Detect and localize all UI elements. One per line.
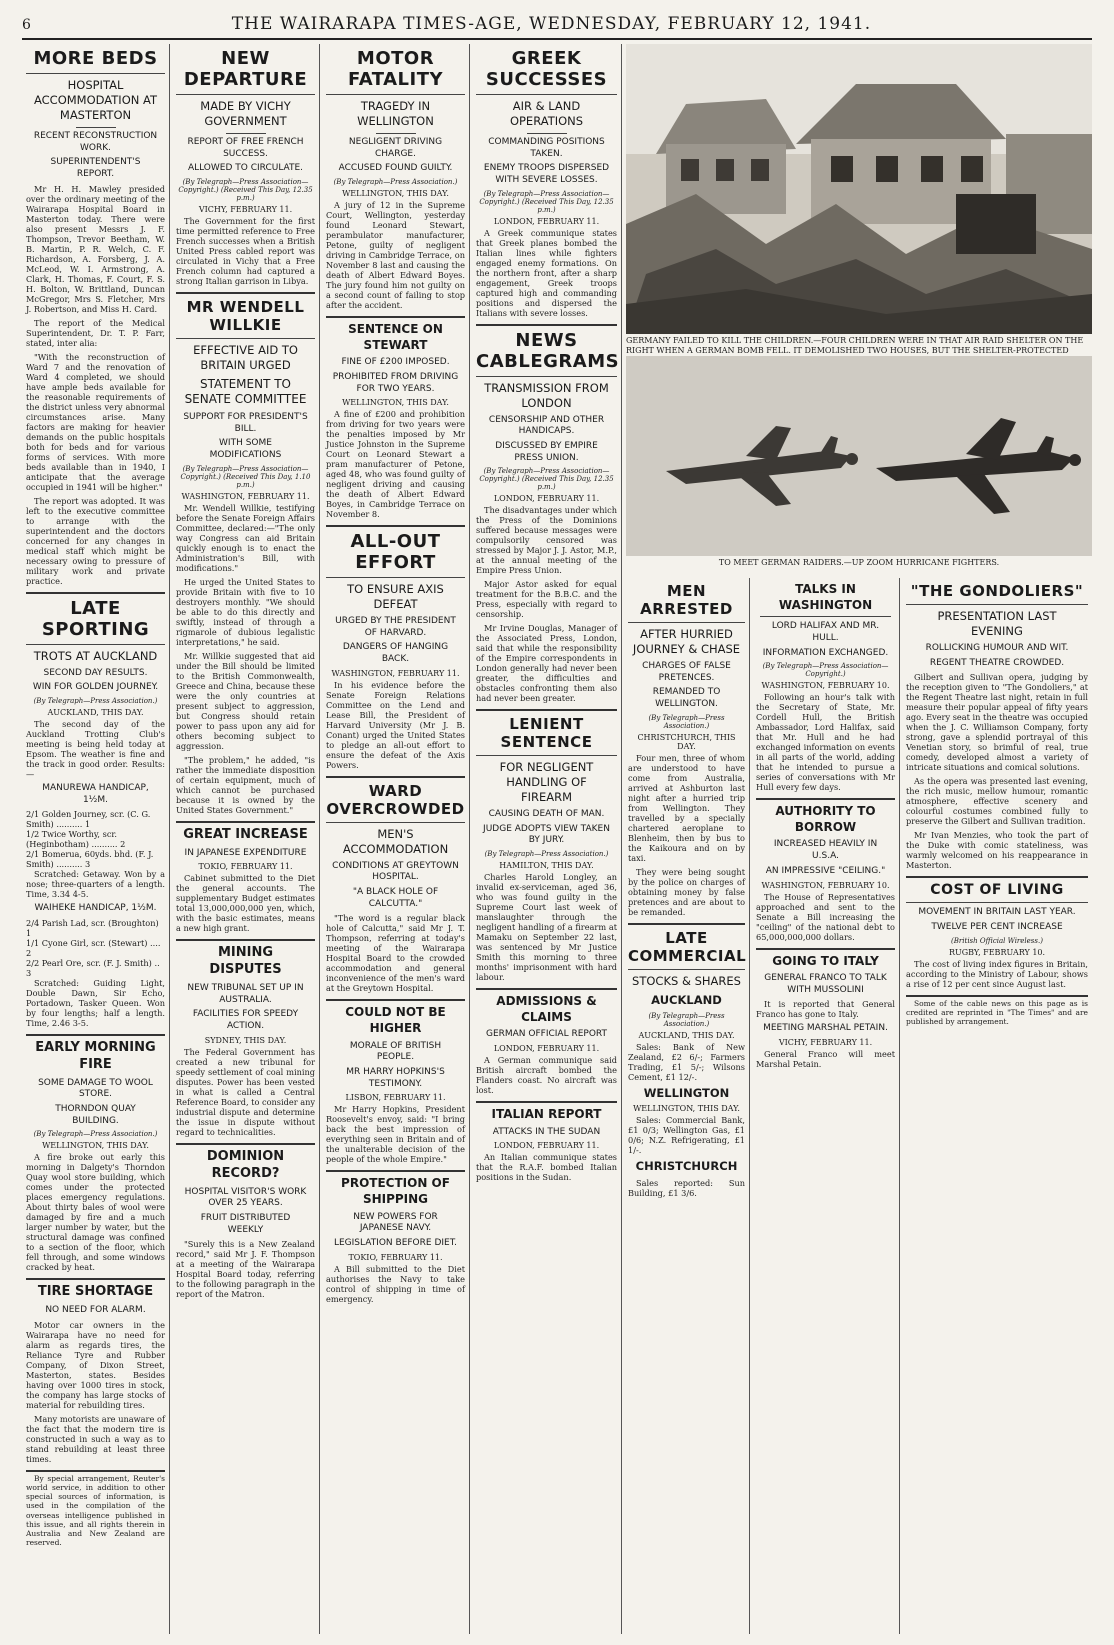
subhead-tragedy: TRAGEDY IN WELLINGTON [357, 99, 434, 128]
article-paragraph: A Bill submitted to the Diet authorises the Navy to take control of shipping in time of emergency. [326, 1263, 465, 1304]
column-2 [172, 44, 320, 1634]
subhead-vichy: MADE BY VICHY GOVERNMENT [200, 99, 291, 128]
credit-line: (By Telegraph—Press Association—Copyright.) (Received This Day, 12.35 p.m.) [178, 177, 313, 202]
subhead-greytown: CONDITIONS AT GREYTOWN HOSPITAL. [332, 860, 459, 883]
article-paragraph: As the opera was presented last evening, the rich music, mellow humour, romantic atmosphere, effective scenery and colourful costumes combined fully to preserve the Gilbert and Sullivan tradition. [906, 776, 1088, 827]
dateline: LONDON, FEBRUARY 11. [493, 216, 600, 226]
race-note: Scratched: Getaway. Won by a nose; three-quarters of a length. Time, 3.34 4-5. [26, 869, 165, 900]
article-paragraph: Mr Harry Hopkins, President Roosevelt's envoy, said: "I bring back the best impression of everything seen in Britain and of the unalterable decision of the people of the whole Empire." [326, 1104, 465, 1165]
page-number: 6 [22, 17, 31, 33]
headline-all-out: ALL-OUT EFFORT [326, 529, 465, 578]
column-3 [322, 44, 470, 1634]
article-paragraph: The cost of living index figures in Britain, according to the Ministry of Labour, shows a rise of 12 per cent since August last. [906, 958, 1088, 989]
subhead-harvard: URGED BY THE PRESIDENT OF HARVARD. [335, 616, 456, 638]
headline-gondoliers: "THE GONDOLIERS" [906, 580, 1088, 605]
dateline: WASHINGTON, FEBRUARY 11. [181, 491, 310, 501]
dateline: TOKIO, FEBRUARY 11. [348, 1252, 443, 1262]
article-paragraph: The House of Representatives approached and sent to the Senate a Bill increasing the "ceiling" of the national debt to 65,000,000,000 dollars. [756, 891, 895, 942]
dateline: WELLINGTON, THIS DAY. [342, 188, 449, 198]
subhead-win: WIN FOR GOLDEN JOURNEY. [32, 682, 159, 693]
subhead-circulate: ALLOWED TO CIRCULATE. [187, 163, 304, 174]
headline-talks: TALKS IN WASHINGTON [760, 582, 891, 617]
subhead-support: SUPPORT FOR PRESIDENT'S BILL. [183, 412, 308, 434]
headline-italian: ITALIAN REPORT [491, 1107, 602, 1121]
subhead-hospital: HOSPITAL ACCOMMODATION AT MASTERTON [33, 78, 158, 122]
subhead-fine: FINE OF £200 IMPOSED. [341, 357, 450, 368]
credit-line: (By Telegraph—Press Association.) [33, 1130, 158, 1139]
dateline: TOKIO, FEBRUARY 11. [198, 862, 293, 872]
article-paragraph: A fire broke out early this morning in Dalgety's Thorndon Quay wool store building, which comes under the protected places emergency regulations. About thirty bales of wool were damaged by fire and a much larger number by water, but the structural damage was confined to a section of the floor, which fell through, and some windows cracked by heat. [26, 1152, 165, 1273]
subhead-jury: JUDGE ADOPTS VIEW TAKEN BY JURY. [483, 823, 610, 846]
race-result: 2/1 Bomerua, 60yds. bhd. (F. J. Smith) .......... 3 [26, 849, 154, 870]
dateline: AUCKLAND, THIS DAY. [638, 1030, 735, 1040]
article-paragraph: Mr. Wendell Willkie, testifying before the Senate Foreign Affairs Committee, declared:—"The only way Congress can aid Britain quickly enough is to enact the Administration's Bill, with modifications." [176, 502, 315, 573]
headline-willkie: MR WENDELL WILLKIE [176, 296, 315, 339]
article-paragraph: A German communique said British aircraft bombed the Flanders coast. No aircraft was lost. [476, 1055, 617, 1095]
subhead-prohibited: PROHIBITED FROM DRIVING FOR TWO YEARS. [332, 371, 459, 394]
headline-dominion: DOMINION RECORD? [206, 1148, 285, 1181]
subhead-axis: TO ENSURE AXIS DEFEAT [347, 582, 444, 612]
dateline: SYDNEY, THIS DAY. [204, 1035, 287, 1045]
subhead-dangers: DANGERS OF HANGING BACK. [342, 642, 449, 665]
subhead-japanese: IN JAPANESE EXPENDITURE [184, 847, 307, 858]
subhead-diet: LEGISLATION BEFORE DIET. [333, 1237, 458, 1248]
credit-line: (By Telegraph—Press Association—Copyright.) [762, 662, 889, 679]
newspaper-title: THE WAIRARAPA TIMES-AGE, WEDNESDAY, FEBRUARY 12, 1941. [231, 14, 872, 34]
copyright-note: By special arrangement, Reuter's world service, in addition to other special sources of information, is used in the compilation of the overseas intelligence published in this issue, and all rights therein in Australia and New Zealand are reserved. [26, 1474, 165, 1548]
subhead-transmission: TRANSMISSION FROM LONDON [484, 380, 609, 410]
column-6 [752, 578, 900, 1634]
headline-men-arrested: MEN ARRESTED [628, 580, 745, 623]
article-paragraph: Motor car owners in the Wairarapa have no need for alarm as regards tires, the Reliance Tyre and Rubber Company, of Dixon Street, Masterton, states. Besides having over 1000 tires in stock, the company has large stocks of material for rebuilding tires. [26, 1320, 165, 1411]
credit-line: (By Telegraph—Press Association.) [648, 1011, 725, 1028]
headline-great-increase: GREAT INCREASE [183, 826, 308, 842]
race-result: 2/1 Golden Journey, scr. (C. G. Smith) .......... 1 [26, 809, 151, 830]
dateline: LONDON, FEBRUARY 11. [493, 494, 600, 504]
article-paragraph: "Surely this is a New Zealand record," said Mr J. F. Thompson at a meeting of the Wairarapa Hospital Board today, referring to the following paragraph in the report of the Matron. [176, 1239, 315, 1300]
article-paragraph: "The word is a regular black hole of Calcutta," said Mr J. T. Thompson, referring at today's meeting of the Wairarapa Hospital Board to the crowded accommodation and general inconvenience of the men's ward at the Greytown Hospital. [326, 913, 465, 994]
article-paragraph: Mr H. H. Mawley presided over the ordinary meeting of the Wairarapa Hospital Board in Masterton today. There were also present Messrs J. F. Thompson, Trevor Beetham, W. B. Martin, P. R. Welch, C. F. Richardson, A. Forsberg, J. A. McLeod, W. I. Armstrong, A. Clark, H. Thomas, F. Court, F. S. H. Bolton, W. Brittland, Duncan McGregor, Mrs S. Fletcher, Mrs J. Robertson, and Miss H. Card. [26, 183, 165, 314]
article-paragraph: "The problem," he added, "is rather the immediate disposition of certain equipment, much of which cannot be purchased because it is owned by the United States Government." [176, 754, 315, 815]
dateline: WASHINGTON, FEBRUARY 11. [331, 668, 460, 678]
subhead-movement: MOVEMENT IN BRITAIN LAST YEAR. [918, 907, 1076, 918]
article-paragraph: Charles Harold Longley, an invalid ex-serviceman, aged 36, who was found guilty in the Supreme Court last week of manslaughter through the negligent handling of a firearm at Mamaku on September 22 last, was sentenced by Mr Justice Smith this morning to three months' imprisonment with hard labour. [476, 872, 617, 983]
article-paragraph: The second day of the Auckland Trotting Club's meeting is being held today at Epsom. The weather is fine and the track in good order. Results:— [26, 718, 165, 779]
subhead-information: INFORMATION EXCHANGED. [762, 647, 889, 658]
headline-ward: WARD OVERCROWDED [326, 780, 465, 823]
headline-italy: GOING TO ITALY [772, 953, 879, 968]
subhead-free-french: REPORT OF FREE FRENCH SUCCESS. [187, 136, 304, 159]
headline-tire-shortage: TIRE SHORTAGE [37, 1284, 154, 1300]
headline-more-beds: MORE BEDS [26, 46, 165, 74]
subhead-mens: MEN'S ACCOMMODATION [342, 826, 449, 856]
article-paragraph: A fine of £200 and prohibition from driving for two years were the penalties imposed by Mr Justice Johnston in the Supreme Court on Leonard Stewart a pram manufacturer of Petone, aged 48, who was found guilty of negligent driving and causing the death of Albert Edward Boyes, in Cambridge Terrace on November 8. [326, 409, 465, 520]
subhead-guilty: ACCUSED FOUND GUILTY. [338, 163, 453, 174]
subhead-wool-store: SOME DAMAGE TO WOOL STORE. [38, 1077, 153, 1100]
subhead-presentation: PRESENTATION LAST EVENING [937, 609, 1057, 638]
article-paragraph: The Federal Government has created a new tribunal for speedy settlement of coal mining disputes. Power has been vested in what is called a Central Reference Board, to consider any industrial dispute and determine the issue in dispute without regard to technicalities. [176, 1046, 315, 1137]
dateline: WELLINGTON, THIS DAY. [42, 1141, 149, 1151]
subhead-positions: COMMANDING POSITIONS TAKEN. [488, 136, 605, 159]
subhead-superintendent: SUPERINTENDENT'S REPORT. [50, 157, 141, 179]
headline-higher: COULD NOT BE HIGHER [345, 1005, 446, 1036]
subhead-franco: GENERAL FRANCO TO TALK WITH MUSSOLINI [764, 973, 887, 995]
subhead-rollicking: ROLLICKING HUMOUR AND WIT. [925, 642, 1069, 653]
subhead-no-alarm: NO NEED FOR ALARM. [45, 1305, 146, 1316]
subhead-visitor: HOSPITAL VISITOR'S WORK OVER 25 YEARS. [184, 1186, 307, 1209]
article-paragraph: Major Astor asked for equal treatment for the B.B.C. and the Press, especially with regard to censorship. [476, 579, 617, 620]
dateline: CHRISTCHURCH, THIS DAY. [637, 732, 736, 751]
column-7 [902, 578, 1092, 1634]
article-paragraph: Mr. Willkie suggested that aid under the Bill should be limited to the British Commonwealth, Greece and China, because these were the only countries at present subject to aggression, but Congress should retain power to pass upon any aid for others becoming subject to aggression. [176, 650, 315, 751]
subhead-results: SECOND DAY RESULTS. [43, 667, 148, 678]
subhead-reconstruction: RECENT RECONSTRUCTION WORK. [33, 130, 158, 153]
dateline: WASHINGTON, FEBRUARY 10. [761, 880, 890, 890]
subhead-regent: REGENT THEATRE CROWDED. [929, 657, 1065, 668]
column-4 [472, 44, 622, 1634]
subhead-death: CAUSING DEATH OF MAN. [488, 809, 605, 820]
credit-line: (British Official Wireless.) [951, 936, 1043, 945]
dateline: LISBON, FEBRUARY 11. [345, 1093, 446, 1103]
article-paragraph: An Italian communique states that the R.A.F. bombed Italian positions in the Sudan. [476, 1152, 617, 1183]
article-paragraph: The report of the Medical Superintendent, Dr. T. P. Farr, stated, inter alia: [26, 317, 165, 348]
race-note: Scratched: Guiding Light, Double Dawn, Sir Echo, Portadown, Tasker Queen. Won by four lengths; half a length. Time, 2.46 3-5. [26, 977, 165, 1028]
subhead-sudan: ATTACKS IN THE SUDAN [492, 1126, 601, 1137]
dateline: RUGBY, FEBRUARY 10. [948, 947, 1046, 957]
article-paragraph: A jury of 12 in the Supreme Court, Wellington, yesterday found Leonard Stewart, perambulator manufacturer, Petone, guilty of negligent driving in Cambridge Terrace, on November 8 last and causing the death of Albert Edward Boyes. The jury found him not guilty on a second count of failing to stop after the accident. [326, 199, 465, 310]
article-paragraph: The disadvantages under which the Press of the Dominions suffered because messages were compulsorily censored was stressed by Major J. J. Astor, M.P., at the annual meeting of the Empire Press Union. [476, 505, 617, 576]
subhead-senate: STATEMENT TO SENATE COMMITTEE [184, 376, 307, 407]
article-paragraph: Following an hour's talk with the Secretary of State, Mr. Cordell Hull, the British Ambassador, Lord Halifax, said that Mr. Hull and he had exchanged information on events in all parts of the world, adding that he intended to pursue a series of conversations with Mr Hull every few days. [756, 692, 895, 793]
race-result: 1/1 Cyone Girl, scr. (Stewart) .... 2 [26, 937, 161, 958]
subhead-german-report: GERMAN OFFICIAL REPORT [485, 1029, 608, 1040]
dateline: WELLINGTON, THIS DAY. [633, 1104, 740, 1114]
article-paragraph: It is reported that General Franco has gone to Italy. [756, 999, 895, 1020]
subhead-increased: INCREASED HEAVILY IN U.S.A. [773, 839, 878, 862]
subhead-censorship: CENSORSHIP AND OTHER HANDICAPS. [488, 414, 605, 437]
photo-bombed-houses [626, 44, 1092, 334]
subhead-hopkins: MR HARRY HOPKINS'S TESTIMONY. [346, 1067, 445, 1089]
headline-late-commercial: LATE COMMERCIAL [628, 927, 745, 970]
article-paragraph: Sales: Bank of New Zealand, £2 6/-; Farmers Trading, £1 5/-; Wilsons Cement, £1 12/-. [628, 1041, 745, 1082]
subhead-aid-britain: EFFECTIVE AID TO BRITAIN URGED [193, 342, 298, 372]
race-result: 2/2 Pearl Ore, scr. (F. J. Smith) .. 3 [26, 957, 160, 978]
article-paragraph: Cabinet submitted to the Diet the general accounts. The supplementary Budget estimates total 13,000,000,000 yen, which, with the basic estimates, means a new high grant. [176, 873, 315, 934]
subhead-wellington: WELLINGTON [643, 1085, 730, 1100]
subhead-halifax: LORD HALIFAX AND MR. HULL. [771, 621, 880, 643]
article-paragraph: A Greek communique states that Greek planes bombed the Italian lines while fighters engaged enemy formations. On the northern front, after a sharp engagement, Greek troops captured high and commanding positions and dispersed the Italians with severe losses. [476, 227, 617, 318]
article-paragraph: He urged the United States to provide Britain with five to 10 destroyers monthly. "We should be able to do this directly and swiftly, instead of through a rigmarole of dubious legalistic interpretations," he said. [176, 576, 315, 647]
subhead-dispersed: ENEMY TROOPS DISPERSED WITH SEVERE LOSSES. [483, 163, 610, 185]
subhead-charge: NEGLIGENT DRIVING CHARGE. [348, 136, 443, 159]
article-paragraph: "With the reconstruction of Ward 7 and the renovation of Ward 4 completed, we should have ample beds available for the reasonable requirements of the district unless very abnormal circumstances arise. Many factors are making for heavier demands on the public hospitals both for beds and for various forms of services. With more beds available than in 1940, I anticipate that the average occupied in 1941 will be higher." [26, 351, 165, 492]
credit-line: (By Telegraph—Press Association—Copyright.) (Received This Day, 12.35 p.m.) [479, 189, 614, 214]
article-paragraph: In his evidence before the Senate Foreign Relations Committee on the Lend and Lease Bill, the President of Harvard University (Mr J. B. Conant) urged the United States to pledge an all-out effort to ensure the defeat of the Axis Powers. [326, 679, 465, 770]
dateline: AUCKLAND, THIS DAY. [47, 707, 144, 717]
subhead-petain: MEETING MARSHAL PETAIN. [763, 1023, 888, 1034]
headline-cost-living: COST OF LIVING [906, 880, 1088, 903]
subhead-false-pretences: CHARGES OF FALSE PRETENCES. [642, 660, 731, 683]
article-paragraph: Mr Ivan Menzies, who took the part of the Duke with comic stateliness, was warmly welcomed on his reappearance in Masterton. [906, 830, 1088, 871]
subhead-empire-press: DISCUSSED BY EMPIRE PRESS UNION. [495, 440, 598, 463]
credit-line: (By Telegraph—Press Association—Copyright.) (Received This Day, 1.10 p.m.) [180, 464, 311, 489]
photo-caption-children: GERMANY FAILED TO KILL THE CHILDREN.—FOUR CHILDREN WERE IN THAT AIR RAID SHELTER ON THE RIGHT WHEN A GERMAN BOMB FELL. IT DEMOLISHED TWO HOUSES, BUT THE SHELTER-PROTECTED [626, 336, 1084, 355]
subhead-remanded: REMANDED TO WELLINGTON. [652, 687, 721, 709]
headline-mining: MINING DISPUTES [209, 945, 282, 978]
race-name: WAIHEKE HANDICAP, 1½M. [34, 903, 157, 914]
article-paragraph: Mr Irvine Douglas, Manager of the Associated Press, London, said that while the responsibility of the Empire correspondents in London generally had never been greater, the difficulties and obstacles confronting them also had never been greater. [476, 623, 617, 704]
headline-early-fire: EARLY MORNING FIRE [35, 1039, 156, 1072]
headline-authority: AUTHORITY TO BORROW [775, 804, 876, 834]
dateline: LONDON, FEBRUARY 11. [493, 1141, 600, 1151]
dateline: LONDON, FEBRUARY 11. [493, 1044, 600, 1053]
subhead-air-land: AIR & LAND OPERATIONS [509, 99, 584, 128]
subhead-navy: NEW POWERS FOR JAPANESE NAVY. [353, 1211, 438, 1234]
article-paragraph: Sales: Commercial Bank, £1 0/3; Wellington Gas, £1 0/6; N.Z. Refrigerating, £1 1/-. [628, 1115, 745, 1156]
subhead-journey: AFTER HURRIED JOURNEY & CHASE [632, 627, 741, 656]
credit-line: (By Telegraph—Press Association—Copyright.) (Received This Day, 12.35 p.m.) [479, 467, 614, 492]
dateline: WELLINGTON, THIS DAY. [342, 398, 449, 408]
photo-hurricane-fighters [626, 356, 1092, 556]
credit-line: (By Telegraph—Press Association.) [33, 696, 158, 705]
headline-motor-fatality: MOTOR FATALITY [326, 46, 465, 95]
dateline: HAMILTON, THIS DAY. [499, 861, 594, 871]
photo-caption-hurricanes: TO MEET GERMAN RAIDERS.—UP ZOOM HURRICANE FIGHTERS. [718, 558, 1000, 567]
subhead-facilities: FACILITIES FOR SPEEDY ACTION. [192, 1009, 299, 1032]
race-result: 2/4 Parish Lad, scr. (Broughton) 1 [26, 917, 159, 938]
dateline: VICHY, FEBRUARY 11. [778, 1038, 873, 1048]
credit-line: (By Telegraph—Press Association.) [484, 850, 609, 859]
subhead-christchurch: CHRISTCHURCH [635, 1159, 738, 1174]
dateline: VICHY, FEBRUARY 11. [198, 204, 293, 214]
subhead-auckland: AUCKLAND [651, 992, 722, 1007]
column-1 [22, 44, 170, 1634]
article-paragraph: Gilbert and Sullivan opera, judging by the reception given to "The Gondoliers," at the Regent Theatre last night, retain in full measure their popular appeal of fifty years ago. Every seat in the theatre was occupied when the J. C. Williamson Company, forty strong, gave a splendid portrayal of this Venetian story, so brimful of real, true comedy, developed almost a variety of intricate situations and comical solutions. [906, 672, 1088, 773]
subhead-tribunal: NEW TRIBUNAL SET UP IN AUSTRALIA. [187, 983, 304, 1005]
headline-lenient: LENIENT SENTENCE [476, 713, 617, 756]
article-paragraph: Many motorists are unaware of the fact that the modern tire is constructed in such a way as to stand rebuilding at least three times. [26, 1414, 165, 1465]
headline-shipping: PROTECTION OF SHIPPING [341, 1176, 450, 1206]
subhead-thorndon: THORNDON QUAY BUILDING. [55, 1104, 136, 1126]
dateline: WASHINGTON, FEBRUARY 10. [761, 681, 890, 691]
subhead-fruit: FRUIT DISTRIBUTED WEEKLY [200, 1213, 291, 1235]
subhead-trots: TROTS AT AUCKLAND [33, 648, 158, 663]
headline-admissions: ADMISSIONS & CLAIMS [496, 994, 597, 1024]
copyright-note: Some of the cable news on this page as is credited are reprinted in "The Times" and are published by arrangement. [906, 998, 1088, 1026]
article-paragraph: Four men, three of whom are understood to have come from Australia, arrived at Ashburton last night after a hurried trip from Wellington. They travelled by a specially chartered aeroplane to Blenheim, then by bus to the Kaikoura and on by taxi. [628, 752, 745, 863]
subhead-firearm: FOR NEGLIGENT HANDLING OF FIREARM [499, 760, 594, 805]
subhead-stocks: STOCKS & SHARES [632, 973, 741, 988]
article-paragraph: The report was adopted. It was left to the executive committee to arrange with the superintendent and the doctors concerned for any changes in medical staff which might be necessary owing to pressure of military work and private practice. [26, 495, 165, 586]
article-paragraph: General Franco will meet Marshal Petain. [756, 1049, 895, 1070]
headline-sentence: SENTENCE ON STEWART [348, 321, 443, 352]
race-name: MANUREWA HANDICAP, 1½M. [42, 782, 149, 805]
subhead-modifications: WITH SOME MODIFICATIONS [209, 438, 282, 461]
article-paragraph: They were being sought by the police on charges of obtaining money by false pretences and are about to be remanded. [628, 866, 745, 917]
headline-cablegrams: NEWS CABLEGRAMS [476, 328, 617, 377]
article-paragraph: Sales reported: Sun Building, £1 3/6. [628, 1178, 745, 1199]
subhead-ceiling: AN IMPRESSIVE "CEILING." [765, 865, 886, 876]
subhead-black-hole: "A BLACK HOLE OF CALCUTTA." [352, 887, 439, 909]
article-paragraph: The Government for the first time permitted reference to Free French successes when a British United Press cabled report was circulated in Vichy that a Free French column had captured a strong Italian garrison in Libya. [176, 215, 315, 286]
credit-line: (By Telegraph—Press Association.) [333, 177, 458, 186]
headline-late-sporting: LATE SPORTING [26, 596, 165, 645]
headline-greek: GREEK SUCCESSES [476, 46, 617, 95]
credit-line: (By Telegraph—Press Association.) [648, 713, 725, 730]
subhead-twelve-percent: TWELVE PER CENT INCREASE [931, 921, 1063, 932]
subhead-morale: MORALE OF BRITISH PEOPLE. [349, 1040, 442, 1063]
column-5 [624, 578, 750, 1634]
masthead [22, 14, 1092, 40]
headline-new-departure: NEW DEPARTURE [176, 46, 315, 95]
race-result: 1/2 Twice Worthy, scr. (Heginbotham) .......... 2 [26, 829, 126, 850]
